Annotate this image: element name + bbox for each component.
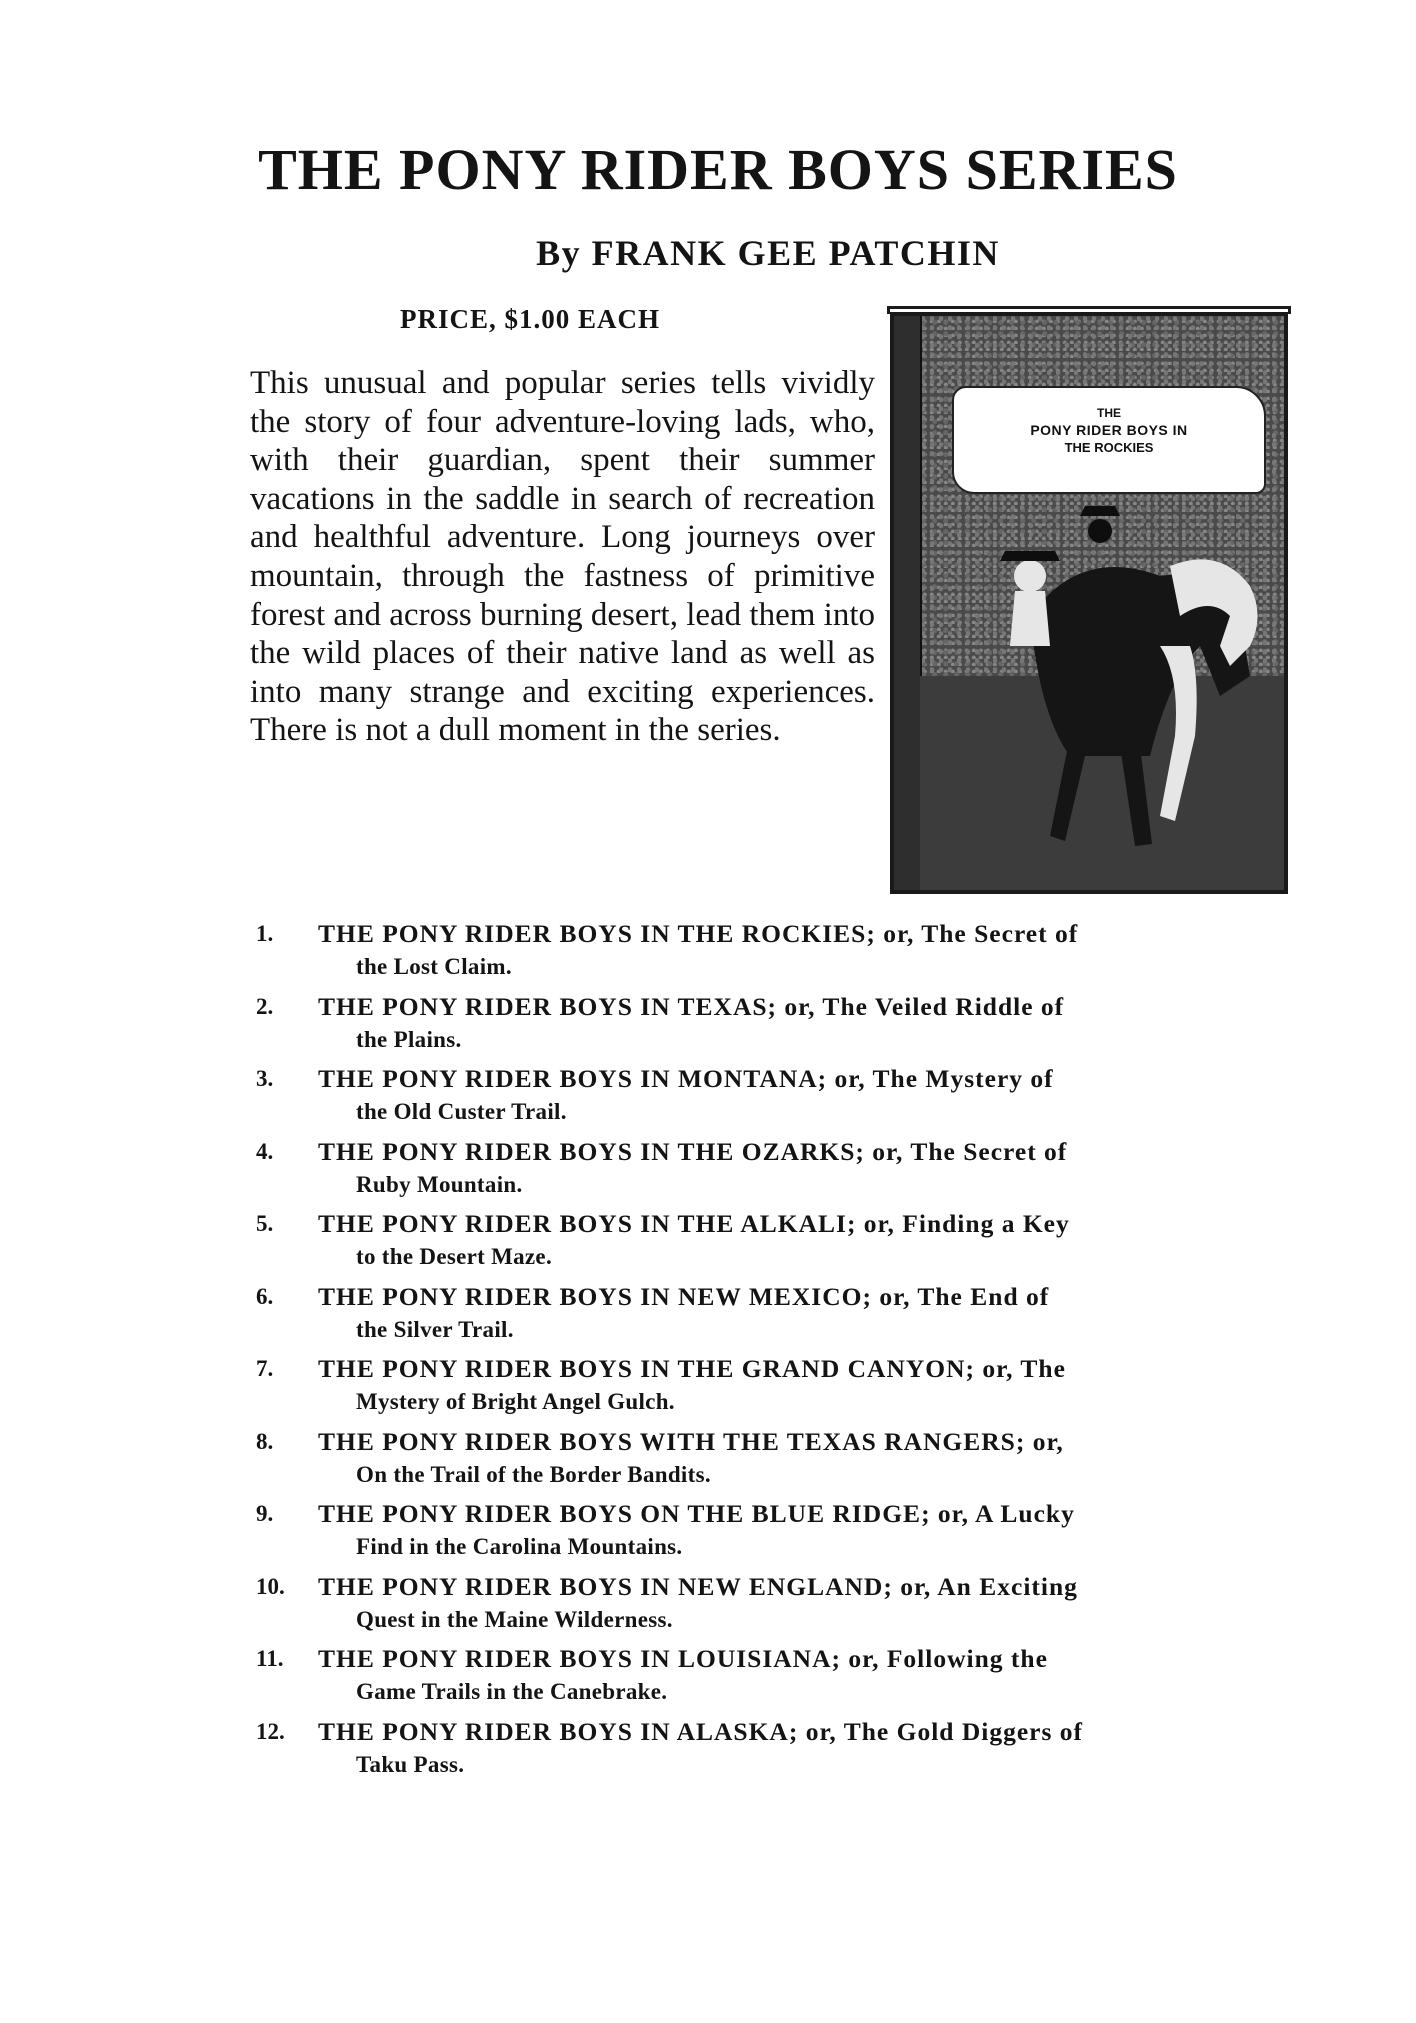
book-title: THE PONY RIDER BOYS IN NEW MEXICO; or, The End of [318,1281,1050,1311]
book-list-item [240,1424,1300,1497]
book-subtitle: On the Trail of the Border Bandits. [356,1461,711,1487]
book-number: 10. [256,1573,285,1599]
book-title: THE PONY RIDER BOYS IN THE OZARKS; or, The Secret of [318,1136,1068,1166]
book-subtitle: the Lost Claim. [356,954,512,979]
book-list-item [240,1641,1300,1714]
book-number: 11. [256,1646,284,1671]
page-title: THE PONY RIDER BOYS SERIES [258,137,1178,202]
book-title: THE PONY RIDER BOYS IN THE GRAND CANYON; or, The [318,1354,1066,1383]
book-subtitle: the Plains. [356,1026,462,1052]
cover-title-line: PONY RIDER BOYS IN [1030,422,1188,438]
book-subtitle: Game Trails in the Canebrake. [356,1679,668,1704]
book-list [240,916,1300,1786]
book-list-item [240,916,1300,989]
book-number: 6. [256,1283,274,1309]
book-subtitle: the Old Custer Trail. [356,1099,567,1124]
book-list-item [240,1714,1300,1787]
book-list-item [240,1351,1300,1424]
book-subtitle: Mystery of Bright Angel Gulch. [356,1389,675,1414]
book-list-item [240,1569,1300,1642]
cover-title-line: THE [1097,406,1121,420]
book-list-item [240,1206,1300,1279]
book-cover-illustration-icon [890,312,1288,894]
intro-paragraph: This unusual and popular series tells vividly the story of four adventure-loving lads, who, with their guardian, spent their summer vacations in the saddle in search of recreation and healthful adventure. Long journeys over mountain, through the fastness of primitive forest and across burning desert, lead them into the wild places of their native land as well as into many strange and exciting experiences. There is not a dull moment in the series. [250,365,875,749]
book-title: THE PONY RIDER BOYS IN LOUISIANA; or, Following the [318,1644,1048,1673]
book-subtitle: Find in the Carolina Mountains. [356,1534,683,1559]
book-title: THE PONY RIDER BOYS WITH THE TEXAS RANGERS; or, [318,1426,1064,1456]
book-number: 7. [256,1356,274,1381]
book-spine [894,316,922,890]
book-subtitle: Taku Pass. [356,1751,465,1777]
book-list-item [240,989,1300,1062]
book-number: 9. [256,1501,274,1526]
book-list-item [240,1061,1300,1134]
book-title: THE PONY RIDER BOYS IN MONTANA; or, The Mystery of [318,1064,1054,1093]
book-title: THE PONY RIDER BOYS IN THE ALKALI; or, Finding a Key [318,1209,1070,1238]
book-number: 8. [256,1428,274,1454]
book-subtitle: Ruby Mountain. [356,1171,523,1197]
book-number: 12. [256,1718,285,1744]
book-title: THE PONY RIDER BOYS IN THE ROCKIES; or, The Secret of [318,919,1079,948]
book-title: THE PONY RIDER BOYS ON THE BLUE RIDGE; or, A Lucky [318,1499,1075,1528]
book-number: 2. [256,993,274,1019]
book-number: 1. [256,921,274,946]
book-subtitle: to the Desert Maze. [356,1244,552,1269]
book-title: THE PONY RIDER BOYS IN TEXAS; or, The Veiled Riddle of [318,991,1065,1021]
book-number: 4. [256,1138,274,1164]
book-title: THE PONY RIDER BOYS IN NEW ENGLAND; or, An Exciting [318,1571,1078,1601]
book-number: 3. [256,1066,274,1091]
book-list-item [240,1279,1300,1352]
book-list-item [240,1134,1300,1207]
book-title: THE PONY RIDER BOYS IN ALASKA; or, The Gold Diggers of [318,1716,1084,1746]
book-subtitle: the Silver Trail. [356,1316,514,1342]
cover-title-line: THE ROCKIES [1064,440,1154,455]
cover-title-banner [952,386,1266,494]
book-list-item [240,1496,1300,1569]
price-line: PRICE, $1.00 EACH [400,304,661,334]
book-subtitle: Quest in the Maine Wilderness. [356,1606,673,1632]
book-number: 5. [256,1211,274,1236]
author-line: By FRANK GEE PATCHIN [536,233,1000,273]
